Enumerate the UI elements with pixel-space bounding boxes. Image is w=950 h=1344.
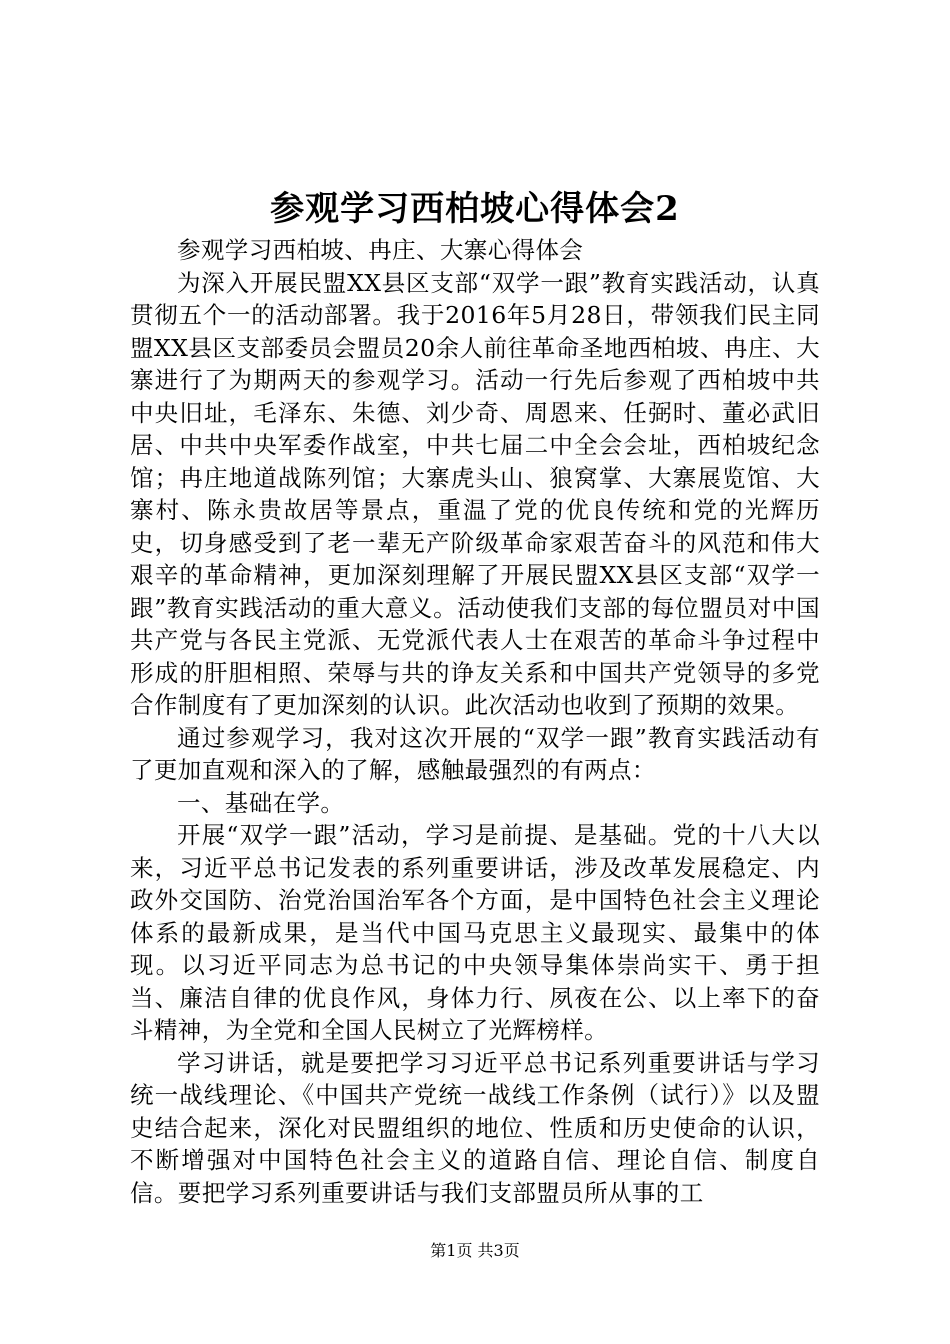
paragraph-study-speech: 学习讲话，就是要把学习习近平总书记系列重要讲话与学习统一战线理论、《中国共产党统一战线工作条例（试行）》以及盟史结合起来，深化对民盟组织的地位、性质和历史使命的认识，不断增强对中国特色社会主义的道路自信、理论自信、制度自信。要把学习系列重要讲话与我们支部盟员所从事的工 xyxy=(130,1048,820,1207)
document-title: 参观学习西柏坡心得体会2 xyxy=(270,189,680,229)
paragraph-intro: 为深入开展民盟XX县区支部“双学一跟”教育实践活动，认真贯彻五个一的活动部署。我于2016年5月28日，带领我们民主同盟XX县区支部委员会盟员20余人前往革命圣地西柏坡、冉庄、大寨进行了为期两天的参观学习。活动一行先后参观了西柏坡中共中央旧址，毛泽东、朱德、刘少奇、周恩来、任弼时、董必武旧居、中共中央军委作战室，中共七届二中全会会址，西柏坡纪念馆；冉庄地道战陈列馆；大寨虎头山、狼窝掌、大寨展览馆、大寨村、陈永贵故居等景点，重温了党的优良传统和党的光辉历史，切身感受到了老一辈无产阶级革命家艰苦奋斗的风范和伟大艰辛的革命精神，更加深刻理解了开展民盟XX县区支部“双学一跟”教育实践活动的重大意义。活动使我们支部的每位盟员对中国共产党与各民主党派、无党派代表人士在艰苦的革命斗争过程中形成的肝胆相照、荣辱与共的诤友关系和中国共产党领导的多党合作制度有了更加深刻的认识。此次活动也收到了预期的效果。 xyxy=(130,268,820,719)
section-heading: 一、基础在学。 xyxy=(177,788,345,817)
paragraph-study-basis: 开展“双学一跟”活动，学习是前提、是基础。党的十八大以来，习近平总书记发表的系列重要讲话，涉及改革发展稳定、内政外交国防、治党治国治军各个方面，是中国特色社会主义理论体系的最新成果，是当代中国马克思主义最现实、最集中的体现。以习近平同志为总书记的中央领导集体崇尚实干、勇于担当、廉洁自律的优良作风，身体力行、夙夜在公、以上率下的奋斗精神，为全党和全国人民树立了光辉榜样。 xyxy=(130,821,820,1044)
paragraph-subtitle: 参观学习西柏坡、冉庄、大寨心得体会 xyxy=(177,236,584,264)
page-number-footer: 第1页 共3页 xyxy=(430,1241,520,1260)
document-body xyxy=(130,234,820,1209)
paragraph-summary: 通过参观学习，我对这次开展的“双学一跟”教育实践活动有了更加直观和深入的了解，感触最强烈的有两点： xyxy=(130,723,820,784)
